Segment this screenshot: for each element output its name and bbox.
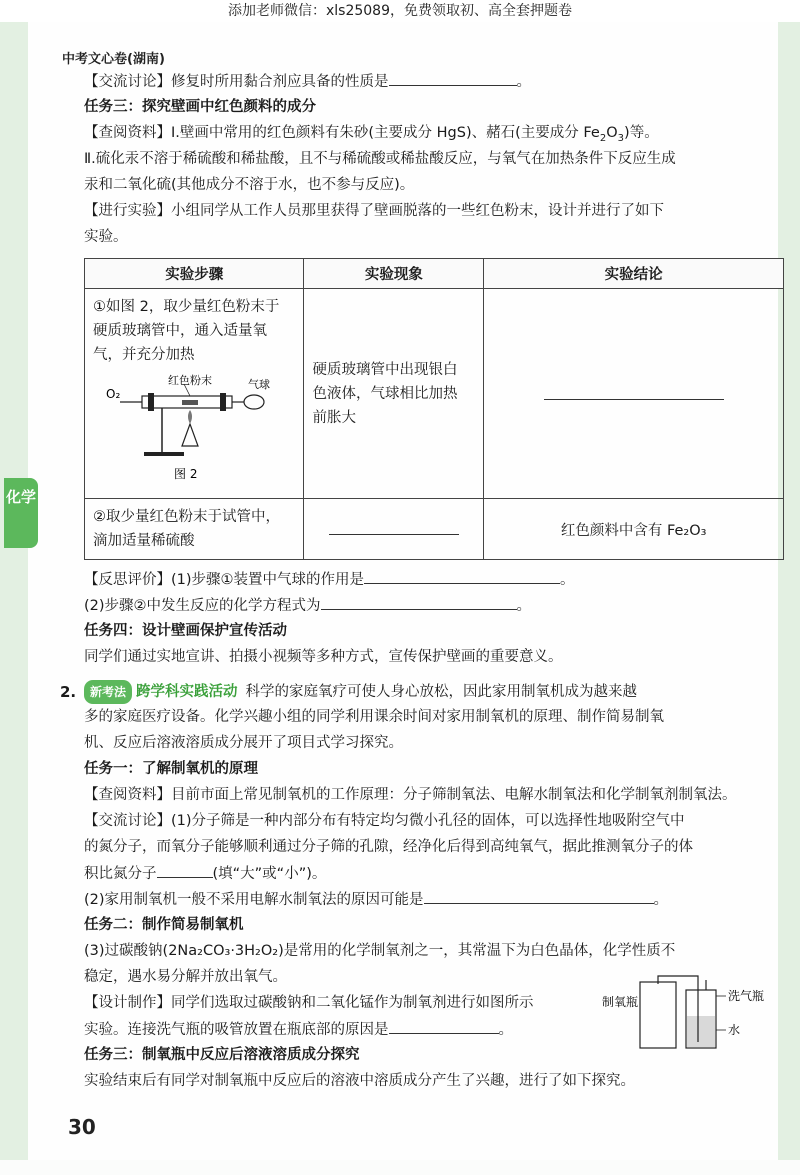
o2-label: O₂ xyxy=(106,387,121,401)
answer-blank[interactable] xyxy=(364,568,560,584)
balloon xyxy=(244,395,264,409)
step-cell xyxy=(85,499,304,560)
text-line: 【查阅资料】目前市面上常见制氧机的工作原理：分子筛制氧法、电解水制氧法和化学制氧剂制氧法。 xyxy=(84,787,737,803)
oxygen-maker-figure xyxy=(600,972,780,1052)
table-header-cell: 实验步骤 xyxy=(85,259,304,289)
text-line: (2)家用制氧机一般不采用电解水制氧法的原因可能是 。 xyxy=(84,888,668,911)
answer-blank[interactable] xyxy=(321,594,517,610)
maker-label: 制氧瓶 xyxy=(602,995,639,1009)
answer-blank[interactable] xyxy=(157,862,213,878)
text-line: Ⅱ.硫化汞不溶于稀硫酸和稀盐酸，且不与稀硫酸或稀盐酸反应，与氧气在加热条件下反应生成 xyxy=(84,151,676,167)
answer-blank[interactable] xyxy=(329,519,459,535)
text-line: 【进行实验】小组同学从工作人员那里获得了壁画脱落的一些红色粉末，设计并进行了如下 xyxy=(84,203,664,219)
step-text: ①如图 2，取少量红色粉末于 xyxy=(93,299,280,315)
text-line: 机、反应后溶液溶质成分展开了项目式学习探究。 xyxy=(84,735,403,751)
phenomenon-text: 色液体，气球相比加热 xyxy=(312,385,458,402)
step-text: 气，并充分加热 xyxy=(93,347,195,363)
balloon-label: 气球 xyxy=(248,378,270,391)
text-line: 同学们通过实地宣讲、拍摄小视频等多种方式，宣传保护壁画的重要意义。 xyxy=(84,649,563,665)
left-margin-band xyxy=(0,20,28,1160)
text-line: 【交流讨论】(1)分子筛是一种内部分布有特定均匀微小孔径的固体，可以选择性地吸附空气中 xyxy=(84,813,685,829)
text-line: 稳定，遇水易分解并放出氧气。 xyxy=(84,969,287,985)
water-label: 水 xyxy=(728,1023,741,1037)
text-line: 实验结束后有同学对制氧瓶中反应后的溶液中溶质成分产生了兴趣，进行了如下探究。 xyxy=(84,1073,635,1089)
figure-caption: 图 2 xyxy=(174,467,198,481)
phenomenon-cell xyxy=(304,289,484,499)
table-header-row xyxy=(85,259,784,289)
text-line: 积比氮分子 (填“大”或“小”)。 xyxy=(84,862,326,885)
text-line: 【交流讨论】修复时所用黏合剂应具备的性质是 。 xyxy=(84,70,531,93)
conclusion-cell xyxy=(484,289,784,499)
text-line: 多的家庭医疗设备。化学兴趣小组的同学利用课余时间对家用制氧机的原理、制作简易制氧 xyxy=(84,709,664,725)
wash-bottle-label: 洗气瓶 xyxy=(728,989,765,1003)
answer-blank[interactable] xyxy=(389,1018,499,1034)
text-line: (3)过碳酸钠(2Na₂CO₃·3H₂O₂)是常用的化学制氧剂之一，其常温下为白色晶体，化学性质不 xyxy=(84,943,676,959)
right-margin-band xyxy=(778,20,800,1160)
answer-blank[interactable] xyxy=(389,70,517,86)
water xyxy=(687,1016,715,1047)
phenomenon-text: 前胀大 xyxy=(312,409,356,426)
page-number: 30 xyxy=(68,1115,96,1139)
answer-blank[interactable] xyxy=(424,888,654,904)
alcohol-lamp xyxy=(182,424,198,446)
stopper-left xyxy=(148,393,154,411)
watermark-text: 添加老师微信：xls25089，免费领取初、高全套押题卷 xyxy=(0,0,800,22)
text-line: 【设计制作】同学们选取过碳酸钠和二氧化锰作为制氧剂进行如图所示 xyxy=(84,995,534,1011)
oxygen-maker-bottle xyxy=(640,982,676,1048)
text-line: (2)步骤②中发生反应的化学方程式为 。 xyxy=(84,594,531,617)
text-line: 新考法 跨学科实践活动 科学的家庭氧疗可使人身心放松，因此家用制氧机成为越来越 xyxy=(84,680,637,704)
text-line: 实验。连接洗气瓶的吸管放置在瓶底部的原因是 。 xyxy=(84,1018,513,1041)
text-line: 汞和二氧化硫(其他成分不溶于水，也不参与反应)。 xyxy=(84,177,415,193)
conclusion-cell: 红色颜料中含有 Fe₂O₃ xyxy=(484,499,784,560)
subject-side-tab: 化学 xyxy=(4,478,38,548)
table-row xyxy=(85,499,784,560)
text-line: 实验。 xyxy=(84,229,128,245)
text-line: 【反思评价】(1)步骤①装置中气球的作用是 。 xyxy=(84,568,575,591)
phenomenon-cell xyxy=(304,499,484,560)
cross-subject-tag: 跨学科实践活动 xyxy=(136,684,238,700)
text-line: 的氮分子，而氧分子能够顺利通过分子筛的孔隙，经净化后得到高纯氧气，据此推测氧分子的体 xyxy=(84,839,693,855)
figure-2-apparatus xyxy=(104,374,284,484)
table-header-cell: 实验结论 xyxy=(484,259,784,289)
red-powder xyxy=(182,400,198,405)
new-method-badge: 新考法 xyxy=(84,680,132,704)
task-title: 任务二：制作简易制氧机 xyxy=(84,917,244,933)
table-header-cell: 实验现象 xyxy=(304,259,484,289)
stand-base xyxy=(144,452,184,456)
powder-label: 红色粉末 xyxy=(168,374,212,387)
step-text: ②取少量红色粉末于试管中， xyxy=(93,509,280,525)
task-title: 任务三：探究壁画中红色颜料的成分 xyxy=(84,99,316,115)
task-title: 任务一：了解制氧机的原理 xyxy=(84,761,258,777)
step-text: 滴加适量稀硫酸 xyxy=(93,533,195,549)
task-title: 任务三：制氧瓶中反应后溶液溶质成分探究 xyxy=(84,1047,360,1063)
task-title: 任务四：设计壁画保护宣传活动 xyxy=(84,623,287,639)
text-line: 【查阅资料】Ⅰ.壁画中常用的红色颜料有朱砂(主要成分 HgS)、赭石(主要成分 $Fe_2O_3$)等。 xyxy=(84,125,659,144)
answer-blank[interactable] xyxy=(544,384,724,400)
question-number: 2. xyxy=(60,683,77,701)
stopper-right xyxy=(220,393,226,411)
phenomenon-text: 硬质玻璃管中出现银白 xyxy=(312,361,458,378)
page-header: 中考文心卷(湖南) xyxy=(62,52,165,67)
flame xyxy=(188,410,192,424)
step-text: 硬质玻璃管中，通入适量氧 xyxy=(93,323,267,339)
